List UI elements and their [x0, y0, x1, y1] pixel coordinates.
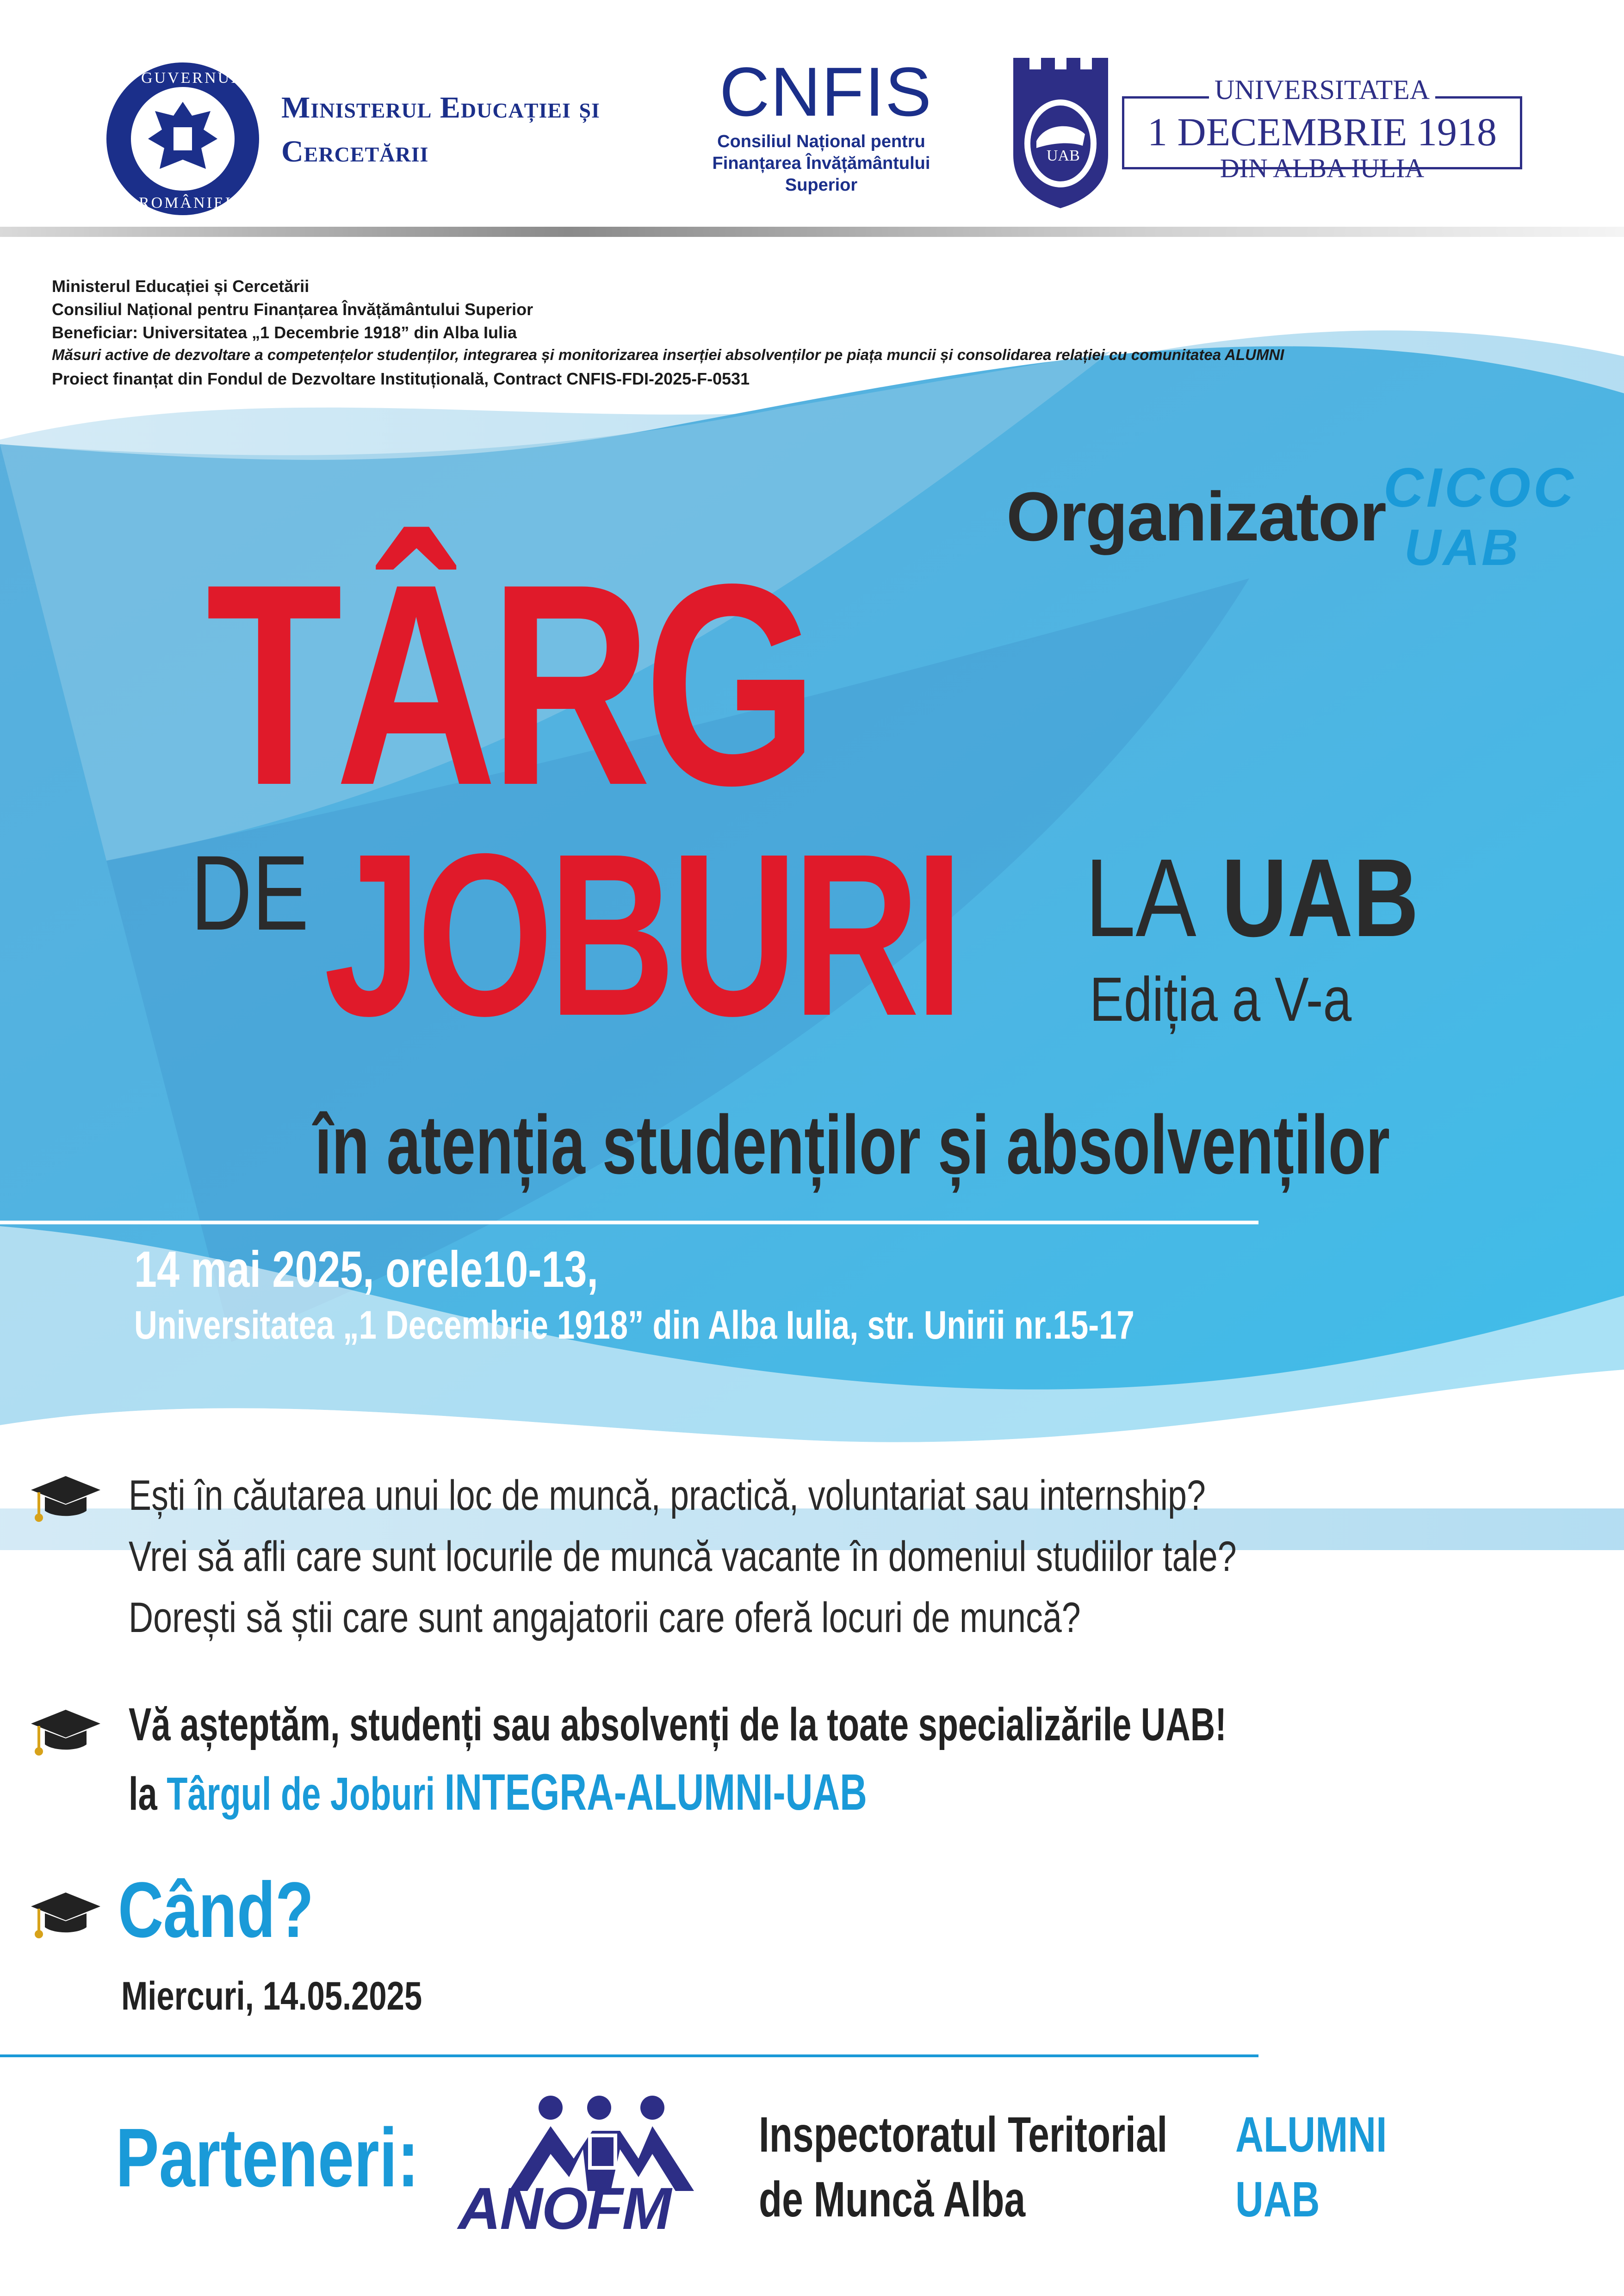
title-la: LA [1085, 836, 1196, 960]
gov-seal-top-text: GUVERNUL [141, 69, 242, 87]
questions [129, 1471, 1513, 1655]
university-line-1: UNIVERSITATEA [1122, 74, 1522, 106]
graduation-cap-icon [29, 1888, 103, 1943]
project-info-line: Măsuri active de dezvoltare a competențelor studenților, integrarea și monitorizarea inserției absolvenților pe piața muncii și consolidarea relației cu comunitatea ALUMNI [52, 346, 1284, 363]
fair-name: Târgul de Joburi [167, 1768, 435, 1820]
project-info-line: Ministerul Educației și Cercetării [52, 277, 310, 296]
organizer-label: Organizator [1006, 478, 1386, 555]
graduation-cap-icon [29, 1705, 103, 1761]
question-line: Ești în căutarea unui loc de muncă, practică, voluntariat sau internship? [129, 1472, 1206, 1519]
itm-line-1: Inspectoratul Teritorial [759, 2106, 1168, 2162]
itm-line-2: de Muncă Alba [759, 2171, 1026, 2227]
cicoc-logo-line-1: CICOC [1383, 457, 1576, 519]
question-line: Vrei să afli care sunt locurile de muncă vacante în domeniul studiilor tale? [129, 1533, 1237, 1580]
uab-shield-text: UAB [1047, 147, 1080, 164]
invite-line-1: Vă așteptăm, studenți sau absolvenți de la toate specializările UAB! [129, 1699, 1227, 1750]
alumni-line-2: UAB [1235, 2171, 1320, 2227]
alumni-line-1: ALUMNI [1235, 2106, 1387, 2162]
cnfis-line-2: Finanțarea Învățământului [712, 154, 930, 173]
ministry-line-2: Cercetării [281, 135, 429, 168]
header [0, 0, 1624, 227]
university-line-3: DIN ALBA IULIA [1220, 153, 1425, 183]
project-info [52, 277, 1284, 392]
university-line-2: 1 DECEMBRIE 1918 [1147, 110, 1497, 154]
question-line: Dorești să știi care sunt angajatorii care oferă locuri de muncă? [129, 1594, 1081, 1641]
project-info-line: Beneficiar: Universitatea „1 Decembrie 1918” din Alba Iulia [52, 323, 517, 342]
edition-label: Ediția a V-a [1090, 964, 1352, 1034]
title-joburi: JOBURI [324, 805, 959, 1064]
project-info-line: Proiect finanțat din Fondul de Dezvoltare Instituțională, Contract CNFIS-FDI-2025-F-0531 [52, 369, 750, 388]
event-date-time: 14 mai 2025, orele10-13, [134, 1241, 598, 1298]
when-date: Miercuri, 14.05.2025 [121, 1974, 422, 2018]
title-uab: UAB [1221, 836, 1419, 960]
invite-la: la [129, 1768, 157, 1820]
cnfis-line-3: Superior [785, 175, 858, 195]
ministry-line-1: Ministerul Educației și [281, 91, 600, 124]
gov-seal-bottom-text: ROMÂNIEI [139, 194, 232, 211]
title-de: DE [191, 833, 309, 952]
cicoc-logo-line-2: UAB [1404, 519, 1520, 576]
fair-brand: INTEGRA-ALUMNI-UAB [444, 1764, 867, 1821]
title-targ: TÂRG [206, 525, 811, 845]
partners-label: Parteneri: [116, 2111, 419, 2204]
when-question: Când? [118, 1866, 314, 1954]
cnfis-line-1: Consiliul Național pentru [717, 132, 925, 151]
invite-line-2 [129, 1763, 867, 1822]
uab-shield-icon [1009, 53, 1113, 211]
anofm-label: ANOFM [458, 2176, 671, 2242]
graduation-cap-icon [29, 1471, 103, 1527]
event-location: Universitatea „1 Decembrie 1918” din Alba Iulia, str. Unirii nr.15-17 [134, 1303, 1134, 1347]
hero-subtitle: în atenția studenților și absolvenților [315, 1098, 1390, 1191]
project-info-line: Consiliul Național pentru Finanțarea Învățământului Superior [52, 300, 533, 319]
cnfis-logo-title: CNFIS [719, 53, 932, 130]
